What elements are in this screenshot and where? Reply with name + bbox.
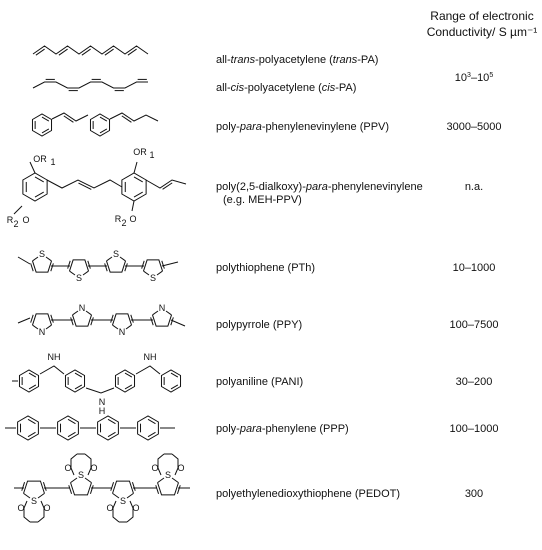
name-pedot: polyethylenedioxythiophene (PEDOT)	[216, 488, 401, 500]
name-italic: trans	[230, 54, 256, 66]
thiophene-ring	[143, 260, 162, 271]
dioxane-bond	[24, 501, 30, 522]
heteroatom-label: N	[118, 327, 126, 337]
oxygen-label: O	[129, 214, 137, 224]
range-exponent: 5	[489, 72, 494, 79]
amine-bond	[86, 388, 114, 393]
ring-bond	[172, 478, 178, 483]
edot-thiophene	[71, 483, 92, 495]
ring-bond	[143, 271, 149, 275]
amine-label: H	[98, 406, 106, 416]
name-ppv	[216, 121, 389, 134]
edot-thiophene	[158, 483, 179, 495]
double-bond-line	[163, 183, 173, 189]
ring-bond	[72, 311, 78, 315]
ring-bond	[157, 271, 163, 275]
ring-bond	[38, 493, 44, 498]
double-bond-line	[128, 49, 137, 55]
name-italic: cis	[230, 82, 245, 94]
methyl-bond	[18, 257, 30, 264]
double-bond-line	[64, 116, 74, 122]
name-meh-ppv	[216, 181, 423, 194]
name-trans-pa	[216, 54, 378, 67]
range-pth: 10–1000	[452, 262, 496, 274]
edot-thiophene	[113, 481, 134, 493]
alkoxy-bond	[132, 201, 134, 211]
ring-bond	[32, 325, 38, 329]
double-bond-line	[31, 315, 34, 323]
heteroatom-label: S	[30, 496, 38, 506]
subscript: 2	[121, 218, 127, 228]
oxygen-label: O	[22, 215, 30, 225]
subscript: 2	[13, 219, 19, 229]
subscript: 1	[149, 150, 155, 160]
oxygen-label: O	[43, 503, 51, 513]
double-bond-line	[82, 49, 91, 55]
name-italic: trans	[332, 54, 358, 66]
ring-bond	[46, 325, 52, 329]
amine-label: NH	[47, 352, 61, 362]
double-bond-line	[111, 482, 114, 491]
name-pth: polythiophene (PTh)	[216, 262, 316, 274]
ring-bond	[106, 257, 112, 261]
double-bond-line	[31, 263, 34, 271]
alkoxy-bond	[14, 206, 22, 214]
cis-pa-chain	[33, 82, 148, 88]
heteroatom-label: N	[158, 303, 166, 313]
name-text: -phenylenevinylene	[327, 181, 423, 193]
range-sep: –	[470, 72, 478, 84]
ring-bond	[127, 493, 133, 498]
thiophene-ring	[32, 261, 51, 272]
name-text: all-	[216, 54, 231, 66]
oxygen-label: OR	[133, 147, 147, 157]
name-text: poly-	[216, 121, 240, 133]
dioxane-bond	[158, 454, 164, 475]
double-bond-line	[69, 485, 72, 494]
heteroatom-label: N	[78, 303, 86, 313]
amine-label: N	[98, 397, 106, 407]
double-bond-line	[177, 485, 180, 494]
oxygen-label: O	[132, 503, 140, 513]
edot-thiophene	[24, 481, 45, 493]
ring-bond	[112, 325, 118, 329]
name-italic: para	[239, 423, 262, 435]
double-bond-line	[51, 315, 54, 323]
oxygen-label: O	[106, 503, 114, 513]
methyl-bond	[162, 262, 178, 266]
ring-bond	[120, 257, 126, 261]
amine-bond	[40, 366, 64, 374]
range-pa	[419, 69, 529, 85]
vinylene-bond	[47, 180, 122, 188]
ring-bond	[158, 478, 164, 483]
heteroatom-label: S	[149, 273, 157, 283]
double-bond-line	[22, 482, 25, 491]
ring-bond	[46, 257, 52, 261]
ring-bond	[152, 311, 158, 315]
heteroatom-label: S	[38, 249, 46, 259]
name-text: poly-	[216, 423, 240, 435]
ring-bond	[24, 493, 30, 498]
range-ppv: 3000–5000	[446, 121, 502, 133]
range-pedot: 300	[464, 488, 484, 500]
ring-bond	[166, 311, 172, 315]
r-label: R	[6, 215, 14, 225]
double-bond-line	[105, 263, 108, 271]
name-italic: cis	[321, 82, 336, 94]
oxygen-label: O	[17, 503, 25, 513]
amine-label: NH	[143, 352, 157, 362]
vinylene-bond	[110, 113, 158, 121]
double-bond-line	[132, 482, 135, 491]
double-bond-line	[142, 261, 145, 269]
double-bond-line	[43, 482, 46, 491]
double-bond-line	[68, 261, 71, 269]
name-text: -polyacetylene (	[255, 54, 333, 66]
methyl-bond	[171, 320, 185, 326]
double-bond-line	[131, 315, 134, 323]
heteroatom-label: S	[164, 470, 172, 480]
subscript: 1	[50, 157, 56, 167]
alkoxy-bond	[134, 162, 137, 173]
range-ppp: 100–1000	[449, 423, 499, 435]
dioxane-bond	[113, 501, 119, 522]
ring-bond	[126, 325, 132, 329]
ring-bond	[83, 271, 89, 275]
double-bond-line	[122, 116, 132, 122]
range-base: 10	[454, 72, 468, 84]
double-bond-line	[111, 315, 114, 323]
ring-bond	[32, 257, 38, 261]
name-text: -polyacetylene (	[244, 82, 322, 94]
methyl-bond	[18, 318, 30, 323]
name-cis-pa	[216, 82, 356, 95]
ring-bond	[69, 271, 75, 275]
heteroatom-label: S	[77, 470, 85, 480]
name-text: all-	[216, 82, 231, 94]
range-meh-ppv: n.a.	[464, 181, 484, 193]
double-bond-line	[162, 261, 165, 269]
name-ppy: polypyrrole (PPY)	[216, 319, 303, 331]
header-line-1: Range of electronic	[430, 9, 534, 23]
ring-bond	[86, 311, 92, 315]
pyrrole-ring	[72, 315, 91, 326]
name-ppp	[216, 423, 349, 436]
pyrrole-ring	[32, 314, 51, 325]
pyrrole-ring	[112, 314, 131, 325]
double-bond-line	[88, 261, 91, 269]
range-exponent: 3	[467, 72, 471, 79]
name-text: -PA)	[335, 82, 357, 94]
dioxane-bond	[71, 454, 77, 475]
header-line-2: Conductivity/ S µm⁻¹	[426, 25, 538, 39]
name-text: -PA)	[357, 54, 379, 66]
oxygen-label: OR	[33, 154, 47, 164]
name-italic: para	[305, 181, 328, 193]
double-bond-line	[90, 485, 93, 494]
double-bond-line	[71, 317, 74, 325]
double-bond-line	[125, 263, 128, 271]
r-label: R	[114, 214, 122, 224]
double-bond-line	[151, 317, 154, 325]
oxygen-label: O	[64, 463, 72, 473]
double-bond-line	[59, 49, 68, 55]
ring-bond	[85, 478, 91, 483]
amine-bond	[136, 366, 160, 374]
name-text: -phenylene (PPP)	[261, 423, 349, 435]
range-ppy: 100–7500	[449, 319, 499, 331]
double-bond-line	[105, 49, 114, 55]
double-bond-line	[156, 485, 159, 494]
oxygen-label: O	[151, 463, 159, 473]
name-text: poly(2,5-dialkoxy)-	[216, 181, 306, 193]
pyrrole-ring	[152, 315, 171, 326]
heteroatom-label: S	[112, 249, 120, 259]
name-pani: polyaniline (PANI)	[216, 376, 304, 388]
ring-bond	[71, 478, 77, 483]
oxygen-label: O	[90, 463, 98, 473]
thiophene-ring	[69, 260, 88, 271]
name-text: -phenylenevinylene (PPV)	[261, 121, 390, 133]
heteroatom-label: S	[119, 496, 127, 506]
range-base: 10	[477, 72, 490, 84]
double-bond-line	[36, 49, 45, 55]
ring-bond	[113, 493, 119, 498]
name-italic: para	[239, 121, 262, 133]
thiophene-ring	[106, 261, 125, 272]
name-meh-ppv-example: (e.g. MEH-PPV)	[223, 194, 302, 206]
heteroatom-label: N	[38, 327, 46, 337]
oxygen-label: O	[177, 463, 185, 473]
heteroatom-label: S	[75, 273, 83, 283]
range-pani: 30–200	[455, 376, 493, 388]
double-bond-line	[91, 317, 94, 325]
double-bond-line	[51, 263, 54, 271]
